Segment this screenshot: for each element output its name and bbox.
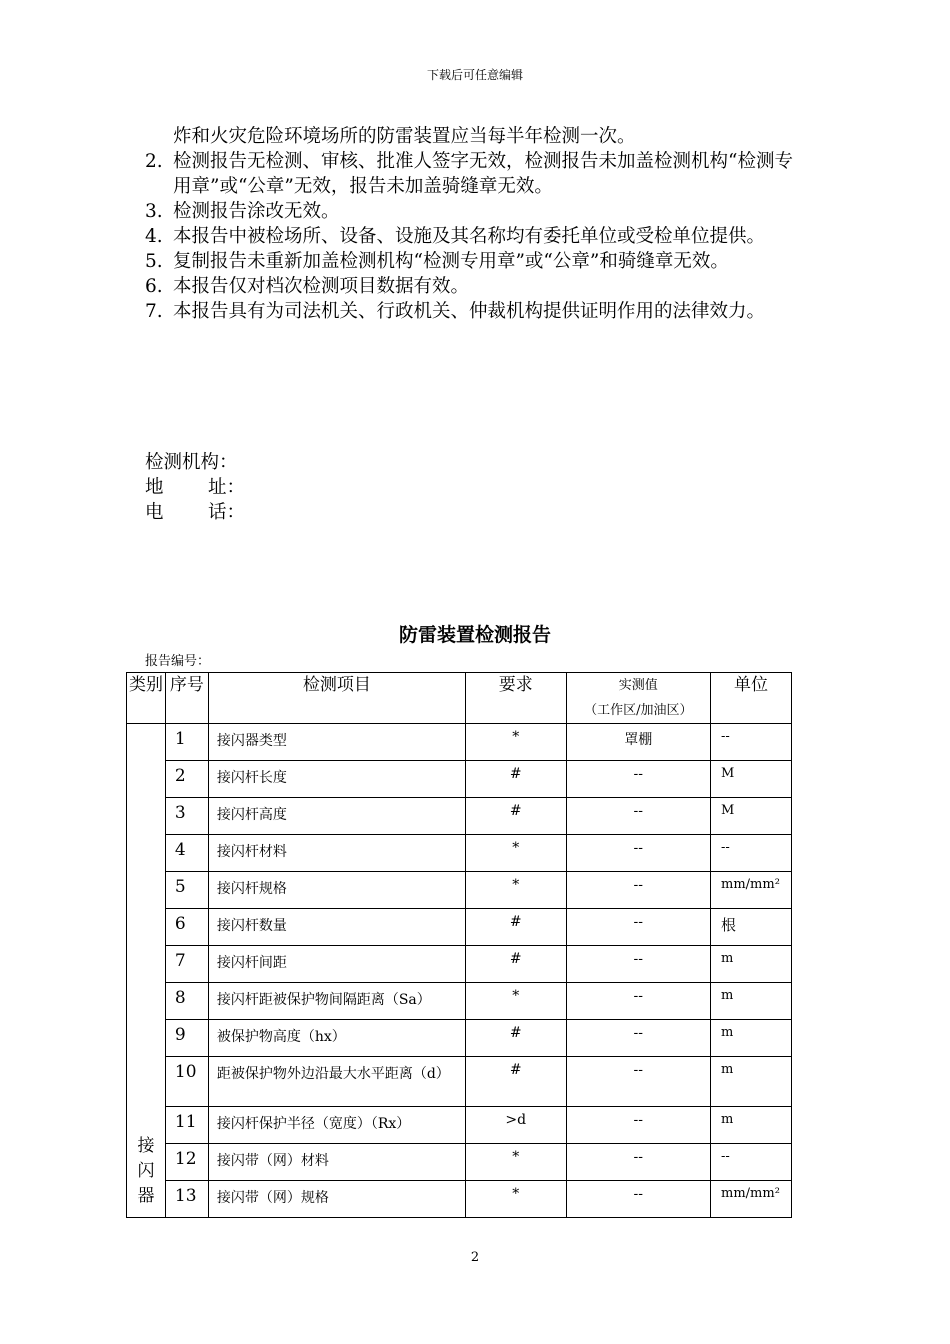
note-text: 本报告具有为司法机关、行政机关、仲裁机构提供证明作用的法律效力。	[173, 301, 766, 322]
phone-row	[145, 500, 245, 525]
table-row	[127, 909, 792, 946]
col-category: 类别	[127, 673, 166, 724]
table-row	[127, 798, 792, 835]
org-row	[145, 450, 245, 475]
note-number: 6.	[145, 276, 163, 297]
inspection-table	[126, 672, 792, 1218]
col-requirement: 要求	[465, 673, 566, 724]
seq-cell: 8	[165, 983, 208, 1020]
measured-cell: --	[566, 835, 710, 872]
item-cell: 接闪杆材料	[208, 835, 465, 872]
measured-cell: --	[566, 1057, 710, 1107]
requirement-cell: *	[465, 983, 566, 1020]
requirement-cell: #	[465, 946, 566, 983]
note-number: 7.	[145, 301, 163, 322]
list-item	[145, 299, 810, 324]
table-row	[127, 1144, 792, 1181]
seq-cell: 1	[165, 724, 208, 761]
list-item	[145, 224, 810, 249]
unit-cell: mm/mm²	[711, 1181, 792, 1218]
seq-cell: 11	[165, 1107, 208, 1144]
unit-cell: m	[711, 983, 792, 1020]
address-label-part: 址：	[207, 477, 245, 498]
page-number: 2	[470, 1250, 480, 1265]
item-cell: 接闪杆间距	[208, 946, 465, 983]
measured-cell: --	[566, 983, 710, 1020]
report-number-label: 报告编号：	[145, 654, 211, 669]
table-row	[127, 761, 792, 798]
seq-cell: 12	[165, 1144, 208, 1181]
address-label-part: 地	[145, 477, 164, 498]
col-measured	[566, 673, 710, 724]
list-item	[145, 124, 810, 149]
measured-cell: --	[566, 872, 710, 909]
address-label	[145, 475, 245, 500]
requirement-cell: #	[465, 798, 566, 835]
note-text: 复制报告未重新加盖检测机构“检测专用章”或“公章”和骑缝章无效。	[173, 251, 729, 272]
item-cell: 接闪杆规格	[208, 872, 465, 909]
item-cell: 接闪杆数量	[208, 909, 465, 946]
note-number: 3.	[145, 201, 163, 222]
table-row	[127, 1020, 792, 1057]
org-label: 检测机构：	[145, 452, 238, 473]
measured-cell: 罩棚	[566, 724, 710, 761]
measured-cell: --	[566, 1107, 710, 1144]
table-row	[127, 1057, 792, 1107]
col-seq: 序号	[165, 673, 208, 724]
seq-cell: 10	[165, 1057, 208, 1107]
col-item: 检测项目	[208, 673, 465, 724]
unit-cell: m	[711, 1107, 792, 1144]
table-row	[127, 946, 792, 983]
col-measured-label: 实测值	[618, 678, 658, 693]
col-measured-sub: （工作区/加油区）	[584, 703, 693, 718]
requirement-cell: >d	[465, 1107, 566, 1144]
note-number: 5.	[145, 251, 163, 272]
unit-cell: M	[711, 798, 792, 835]
address-row	[145, 475, 245, 500]
measured-cell: --	[566, 1020, 710, 1057]
seq-cell: 5	[165, 872, 208, 909]
measured-cell: --	[566, 1144, 710, 1181]
report-title: 防雷装置检测报告	[398, 624, 551, 646]
requirement-cell: #	[465, 761, 566, 798]
requirement-cell: *	[465, 872, 566, 909]
seq-cell: 13	[165, 1181, 208, 1218]
item-cell: 接闪杆保护半径（宽度）（Rx）	[208, 1107, 465, 1144]
table-row	[127, 1107, 792, 1144]
unit-cell: --	[711, 835, 792, 872]
table-row	[127, 1181, 792, 1218]
unit-cell: --	[711, 1144, 792, 1181]
unit-cell: 根	[711, 909, 792, 946]
requirement-cell: #	[465, 1057, 566, 1107]
seq-cell: 2	[165, 761, 208, 798]
note-text: 检测报告无检测、审核、批准人签字无效，检测报告未加盖检测机构“检测专用章”或“公章”无效，报告未加盖骑缝章无效。	[173, 151, 793, 197]
note-number: 4.	[145, 226, 163, 247]
measured-cell: --	[566, 761, 710, 798]
measured-cell: --	[566, 1181, 710, 1218]
phone-label-part: 电	[145, 502, 164, 523]
unit-cell: m	[711, 946, 792, 983]
requirement-cell: *	[465, 835, 566, 872]
item-cell: 接闪杆高度	[208, 798, 465, 835]
requirement-cell: #	[465, 1020, 566, 1057]
note-text: 检测报告涂改无效。	[173, 201, 340, 222]
seq-cell: 7	[165, 946, 208, 983]
seq-cell: 6	[165, 909, 208, 946]
note-text: 本报告中被检场所、设备、设施及其名称均有委托单位或受检单位提供。	[173, 226, 766, 247]
table-row	[127, 983, 792, 1020]
unit-cell: m	[711, 1057, 792, 1107]
measured-cell: --	[566, 946, 710, 983]
note-text: 炸和火灾危险环境场所的防雷装置应当每半年检测一次。	[173, 126, 636, 147]
requirement-cell: #	[465, 909, 566, 946]
item-cell: 被保护物高度（hx）	[208, 1020, 465, 1057]
category-cell	[127, 724, 166, 1218]
unit-cell: mm/mm²	[711, 872, 792, 909]
requirement-cell: *	[465, 1181, 566, 1218]
item-cell: 接闪带（网）材料	[208, 1144, 465, 1181]
list-item	[145, 249, 810, 274]
item-cell: 接闪杆长度	[208, 761, 465, 798]
list-item	[145, 199, 810, 224]
col-unit: 单位	[711, 673, 792, 724]
note-text: 本报告仅对档次检测项目数据有效。	[173, 276, 470, 297]
table-row	[127, 835, 792, 872]
seq-cell: 3	[165, 798, 208, 835]
seq-cell: 4	[165, 835, 208, 872]
contact-block	[145, 450, 245, 525]
unit-cell: --	[711, 724, 792, 761]
measured-cell: --	[566, 909, 710, 946]
note-number: 2.	[145, 151, 163, 172]
page-header: 下载后可任意编辑	[426, 68, 523, 82]
table-row	[127, 724, 792, 761]
list-item	[145, 274, 810, 299]
seq-cell: 9	[165, 1020, 208, 1057]
item-cell: 距被保护物外边沿最大水平距离（d）	[208, 1057, 465, 1107]
table-header-row	[127, 673, 792, 724]
requirement-cell: *	[465, 1144, 566, 1181]
notes-list	[145, 124, 810, 324]
measured-cell: --	[566, 798, 710, 835]
list-item	[145, 149, 810, 199]
phone-label-part: 话：	[207, 502, 245, 523]
note-number	[145, 124, 173, 149]
unit-cell: M	[711, 761, 792, 798]
unit-cell: m	[711, 1020, 792, 1057]
item-cell: 接闪带（网）规格	[208, 1181, 465, 1218]
item-cell: 接闪器类型	[208, 724, 465, 761]
item-cell: 接闪杆距被保护物间隔距离（Sa）	[208, 983, 465, 1020]
category-name: 接闪器	[137, 1136, 155, 1206]
phone-label	[145, 500, 245, 525]
requirement-cell: *	[465, 724, 566, 761]
table-row	[127, 872, 792, 909]
